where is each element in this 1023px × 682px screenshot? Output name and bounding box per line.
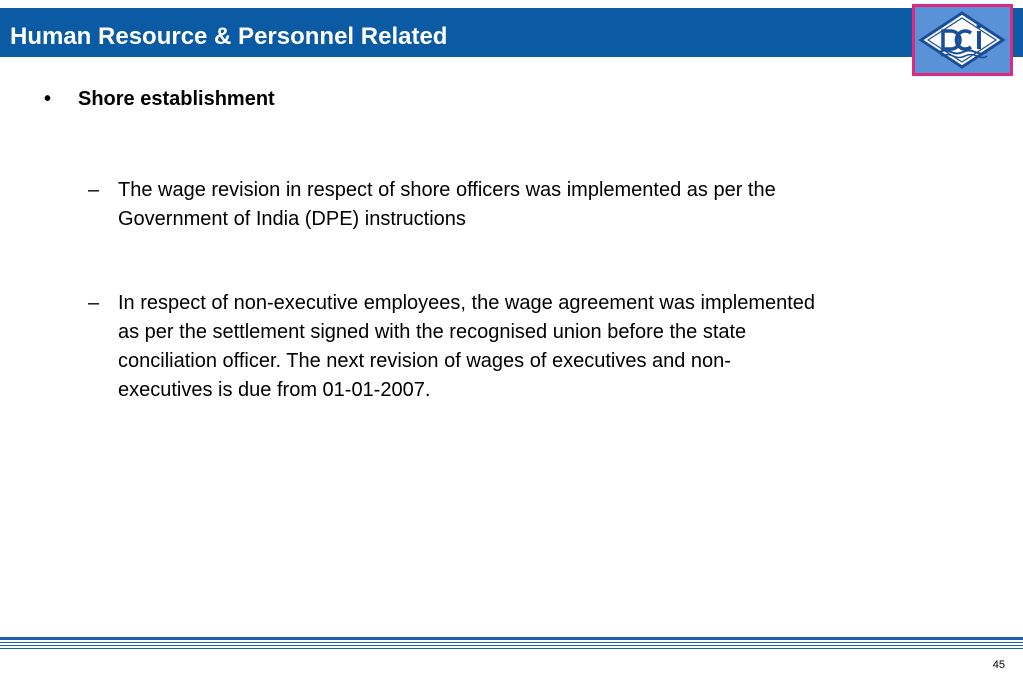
title-bar (0, 8, 1023, 57)
company-logo-icon (915, 7, 1010, 73)
sub-bullet-marker: – (88, 292, 100, 314)
company-logo (912, 4, 1013, 76)
sub-bullet-text: The wage revision in respect of shore officers was implemented as per the Government of India (DPE) instructions (118, 179, 776, 230)
footer-divider (0, 637, 1023, 651)
bullet-marker: • (44, 88, 52, 110)
bullet-label: Shore establishment (78, 88, 275, 110)
sub-bullet-marker: – (88, 179, 100, 201)
page-number: 45 (992, 659, 1005, 671)
sub-bullet-text: In respect of non-executive employees, the wage agreement was implemented as per the settlement signed with the recognised union before the state conciliation officer. The next revision of wages of executives and non- executives is due from 01-01-2007. (118, 292, 816, 401)
slide-title: Human Resource & Personnel Related (10, 23, 448, 50)
